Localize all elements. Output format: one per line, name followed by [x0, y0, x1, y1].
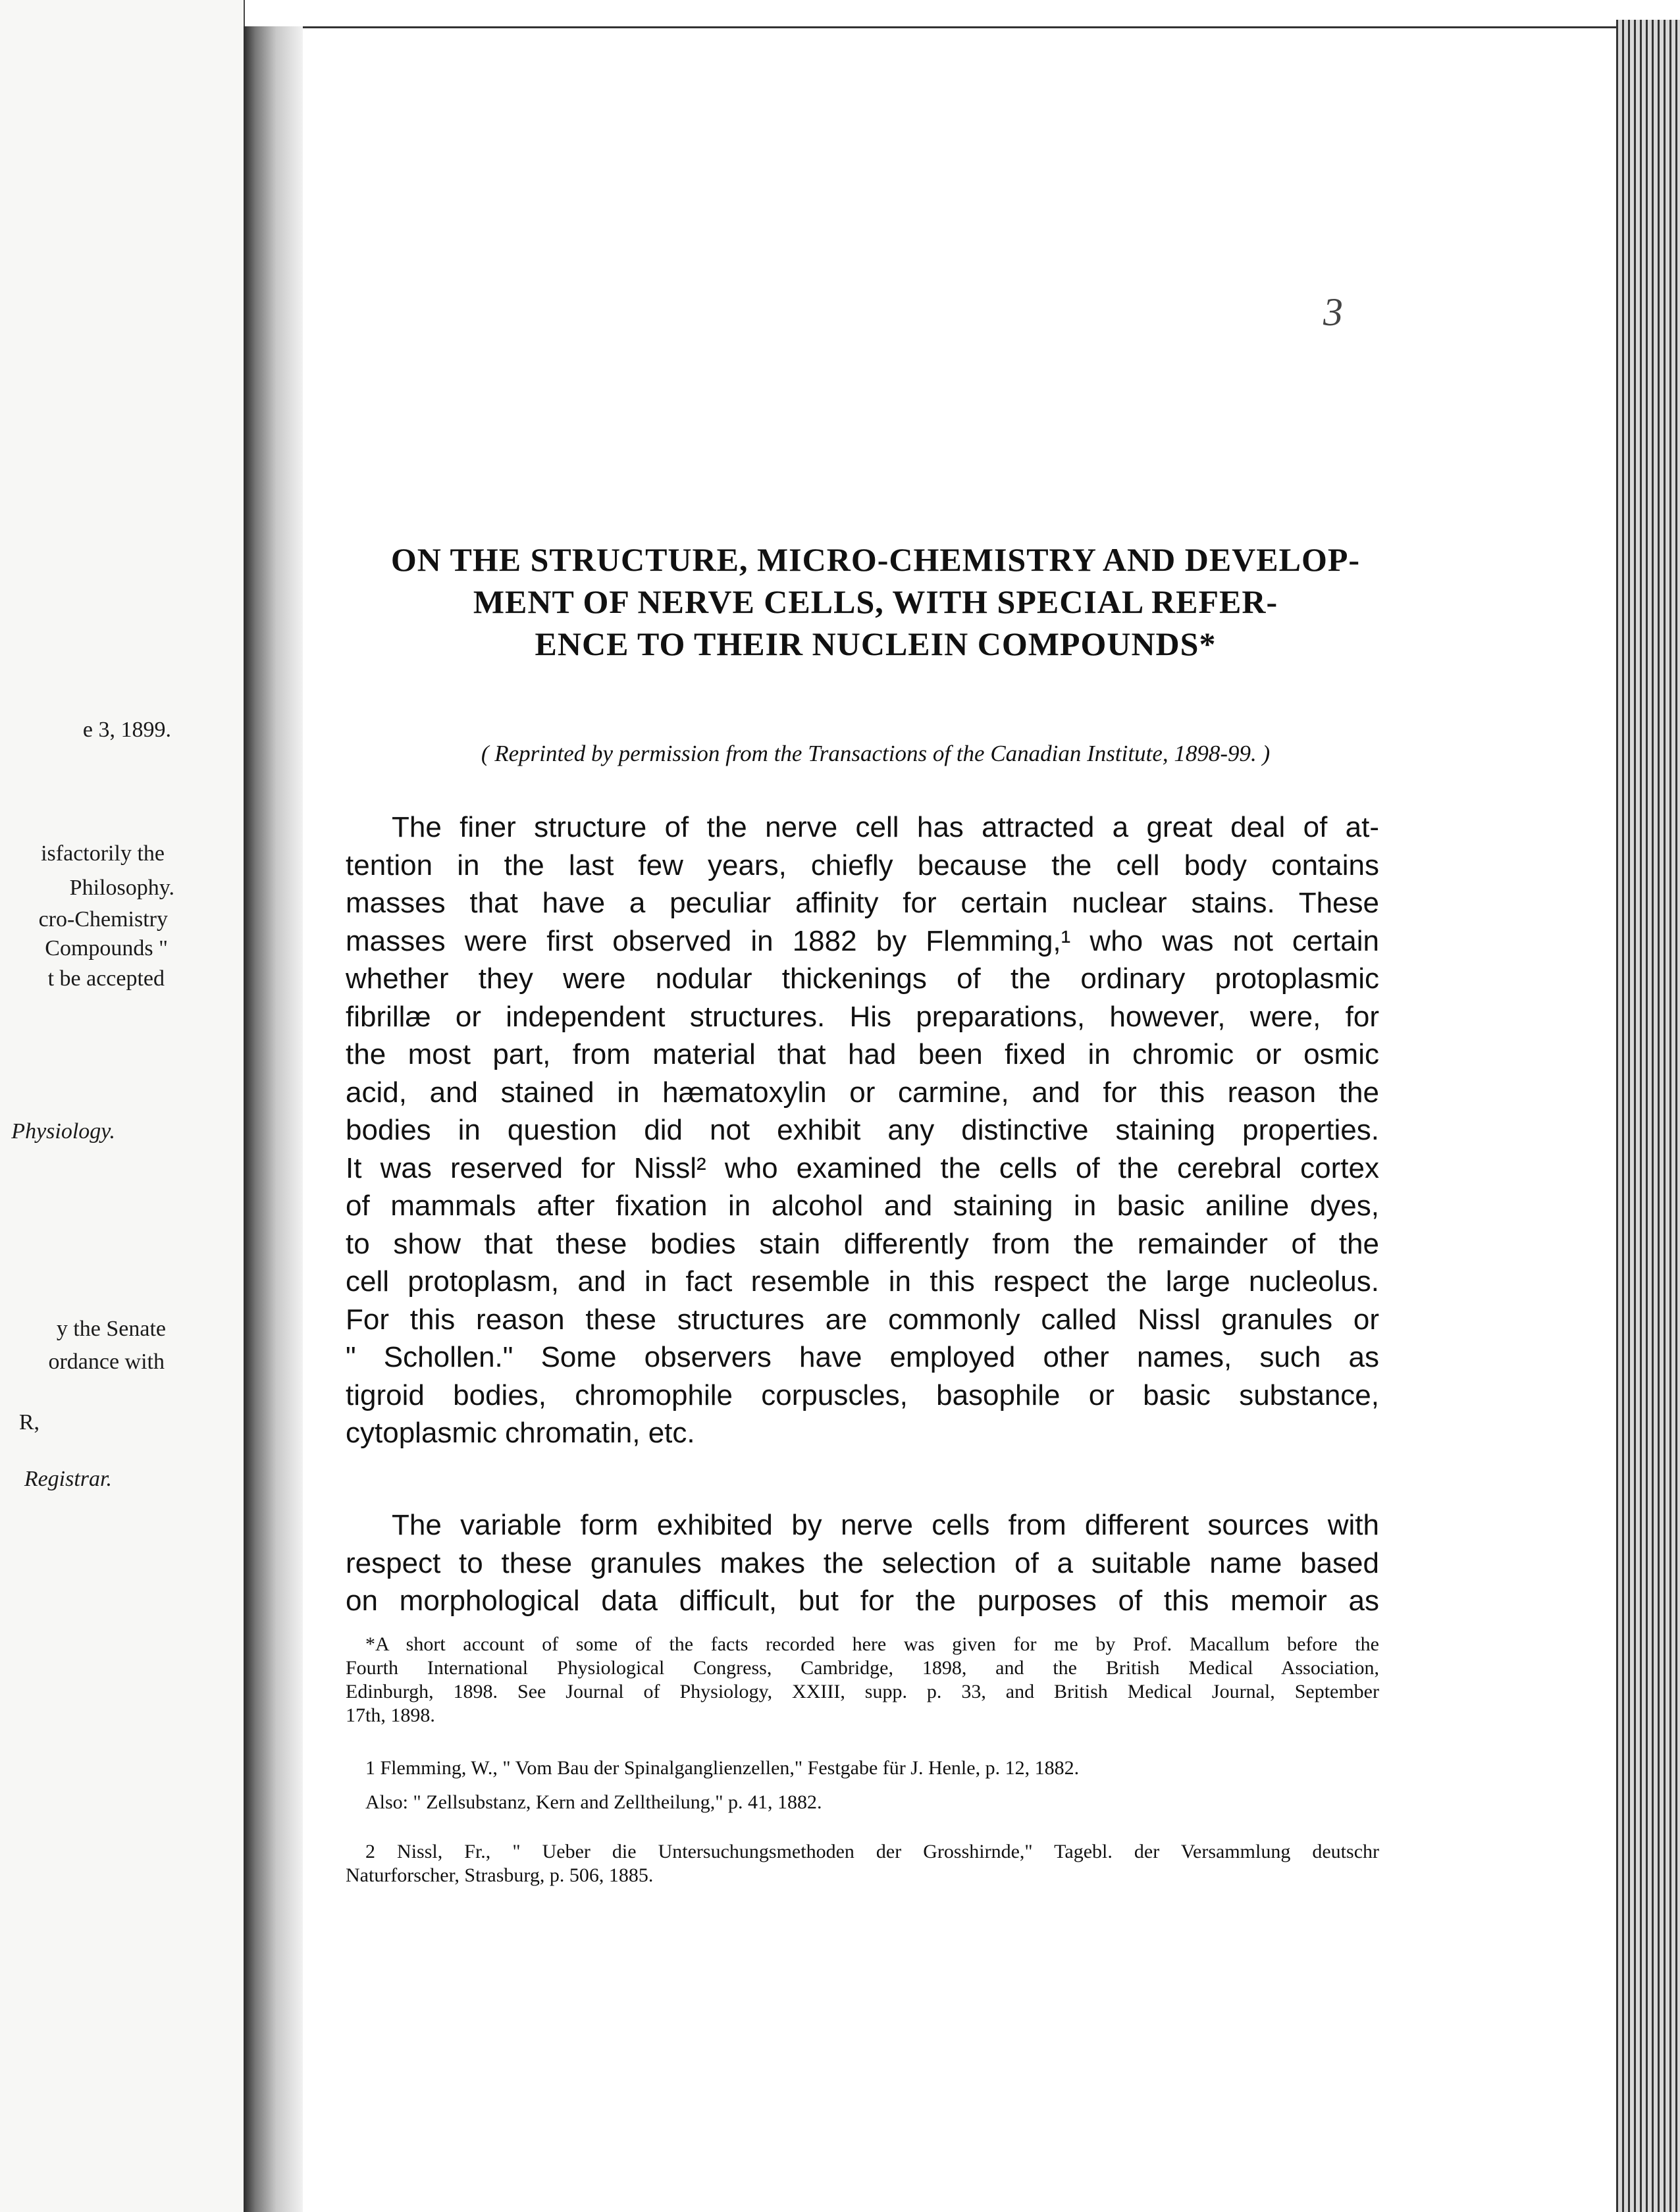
- paragraph-line: bodies in question did not exhibit any distinctive staining properties.: [346, 1114, 1379, 1146]
- footnote-line: 17th, 1898.: [346, 1704, 435, 1726]
- title-line: ON THE STRUCTURE, MICRO-CHEMISTRY AND DEVELOP-: [390, 541, 1361, 578]
- paragraph-line: It was reserved for Nissl² who examined the cells of the cerebral cortex: [346, 1151, 1379, 1184]
- footnote-line: Also: " Zellsubstanz, Kern and Zelltheilung," p. 41, 1882.: [365, 1791, 822, 1813]
- book-gutter-shadow: [244, 26, 303, 2212]
- footnote: [346, 1840, 1379, 1887]
- left-page-fragment: Registrar.: [24, 1467, 112, 1491]
- article-title: [355, 539, 1396, 665]
- paragraph-line: the most part, from material that had been fixed in chromic or osmic: [346, 1038, 1379, 1070]
- title-line: MENT OF NERVE CELLS, WITH SPECIAL REFER-: [473, 583, 1278, 620]
- footnote-line: Fourth International Physiological Congress, Cambridge, 1898, and the British Medical Association,: [346, 1657, 1379, 1679]
- paragraph-line: tention in the last few years, chiefly because the cell body contains: [346, 849, 1379, 882]
- left-page-fragment: e 3, 1899.: [82, 718, 171, 742]
- left-page-fragment: ordance with: [48, 1350, 165, 1374]
- paragraph-line: to show that these bodies stain differently from the remainder of the: [346, 1227, 1379, 1260]
- left-page-fragment: Philosophy.: [69, 876, 174, 900]
- paragraph-line: masses that have a peculiar affinity for certain nuclear stains. These: [346, 887, 1379, 919]
- page-stack-edge: [1616, 20, 1680, 2212]
- footnote: [346, 1633, 1379, 1727]
- paragraph-line: For this reason these structures are commonly called Nissl granules or: [346, 1303, 1379, 1336]
- paragraph-line: The variable form exhibited by nerve cells from different sources with: [392, 1509, 1379, 1541]
- body-paragraph: [346, 1506, 1379, 1620]
- footnote: [346, 1791, 1379, 1814]
- paragraph-line: on morphological data difficult, but for the purposes of this memoir as: [346, 1585, 1379, 1617]
- paragraph-line: The finer structure of the nerve cell has attracted a great deal of at-: [392, 811, 1379, 843]
- reprint-note: ( Reprinted by permission from the Transactions of the Canadian Institute, 1898-99. ): [481, 741, 1271, 766]
- paragraph-line: masses were first observed in 1882 by Flemming,¹ who was not certain: [346, 924, 1379, 957]
- left-page-fragment: isfactorily the: [41, 841, 165, 866]
- paragraph-line: respect to these granules makes the selection of a suitable name based: [346, 1546, 1379, 1579]
- left-page-edge: [0, 0, 245, 2212]
- paragraph-line: cytoplasmic chromatin, etc.: [346, 1417, 695, 1449]
- footnote-line: 1 Flemming, W., " Vom Bau der Spinalganglienzellen," Festgabe für J. Henle, p. 12, 1882.: [365, 1757, 1080, 1779]
- paragraph-line: whether they were nodular thickenings of the ordinary protoplasmic: [346, 962, 1379, 995]
- footnote-line: Edinburgh, 1898. See Journal of Physiology, XXIII, supp. p. 33, and British Medical Journal, September: [346, 1681, 1379, 1702]
- body-paragraph: [346, 808, 1379, 1452]
- title-line: ENCE TO THEIR NUCLEIN COMPOUNDS*: [535, 625, 1217, 662]
- paragraph-line: acid, and stained in hæmatoxylin or carmine, and for this reason the: [346, 1076, 1379, 1109]
- footnote-line: Naturforscher, Strasburg, p. 506, 1885.: [346, 1864, 654, 1886]
- footnote-line: *A short account of some of the facts recorded here was given for me by Prof. Macallum before the: [365, 1633, 1379, 1655]
- handwritten-page-number: 3: [1323, 290, 1343, 334]
- footnote: [346, 1756, 1379, 1780]
- paragraph-line: " Schollen." Some observers have employed other names, such as: [346, 1341, 1379, 1373]
- paragraph-line: fibrillæ or independent structures. His preparations, however, were, for: [346, 1000, 1379, 1033]
- left-page-fragment: t be accepted: [47, 966, 165, 991]
- paragraph-line: tigroid bodies, chromophile corpuscles, basophile or basic substance,: [346, 1379, 1379, 1411]
- left-page-fragment: R,: [18, 1410, 39, 1435]
- left-page-fragment: cro-Chemistry: [38, 907, 168, 932]
- footnote-line: 2 Nissl, Fr., " Ueber die Untersuchungsmethoden der Grosshirnde," Tagebl. der Versammlung deutschr: [365, 1841, 1379, 1862]
- paragraph-line: cell protoplasm, and in fact resemble in this respect the large nucleolus.: [346, 1265, 1379, 1298]
- left-page-fragment: Physiology.: [11, 1119, 115, 1144]
- paragraph-line: of mammals after fixation in alcohol and staining in basic aniline dyes,: [346, 1190, 1379, 1222]
- left-page-fragment: y the Senate: [56, 1317, 166, 1341]
- left-page-fragment: Compounds ": [45, 936, 168, 961]
